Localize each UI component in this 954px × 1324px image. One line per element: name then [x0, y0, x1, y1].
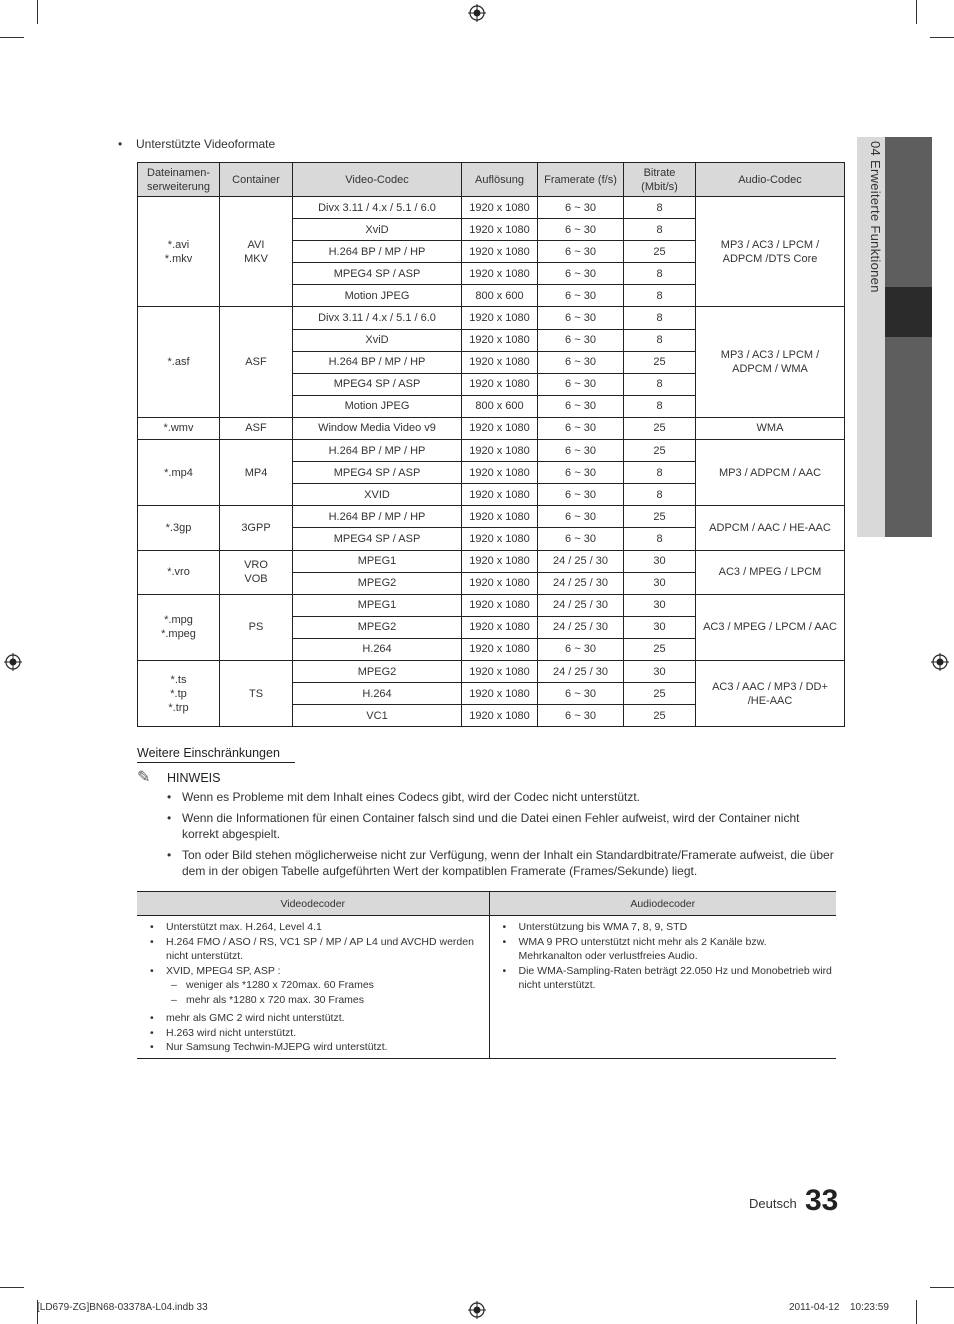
video-codec-cell: MPEG1	[293, 594, 462, 616]
container-cell: 3GPP	[220, 506, 293, 550]
decoder-list-item: • XVID, MPEG4 SP, ASP :	[141, 964, 485, 979]
audio-codec-cell: MP3 / ADPCM / AAC	[696, 440, 845, 506]
note-item: • Wenn die Informationen für einen Container falsch sind und die Datei einen Fehler aufweist, wird der Container nicht korrekt abgespielt.	[166, 810, 836, 842]
framerate-cell: 6 ~ 30	[538, 462, 624, 484]
resolution-cell: 1920 x 1080	[462, 263, 538, 285]
note-list	[166, 789, 836, 884]
bitrate-cell: 8	[624, 528, 696, 550]
framerate-cell: 24 / 25 / 30	[538, 660, 624, 682]
resolution-cell: 1920 x 1080	[462, 550, 538, 572]
resolution-cell: 1920 x 1080	[462, 417, 538, 439]
extension-cell: *.asf	[138, 307, 220, 417]
bitrate-cell: 8	[624, 285, 696, 307]
framerate-cell: 6 ~ 30	[538, 197, 624, 219]
framerate-cell: 6 ~ 30	[538, 263, 624, 285]
bitrate-cell: 25	[624, 683, 696, 705]
video-codec-cell: MPEG4 SP / ASP	[293, 462, 462, 484]
resolution-cell: 1920 x 1080	[462, 329, 538, 351]
video-codec-cell: VC1	[293, 705, 462, 727]
table-row	[138, 197, 845, 219]
table-header-cell: Auflösung	[462, 163, 538, 197]
extension-cell: *.mp4	[138, 440, 220, 506]
resolution-cell: 1920 x 1080	[462, 462, 538, 484]
video-codec-cell: H.264	[293, 683, 462, 705]
bitrate-cell: 8	[624, 395, 696, 417]
bitrate-cell: 30	[624, 550, 696, 572]
crop-mark	[37, 0, 38, 24]
resolution-cell: 800 x 600	[462, 395, 538, 417]
video-decoder-cell	[137, 916, 489, 1059]
bitrate-cell: 8	[624, 373, 696, 395]
resolution-cell: 1920 x 1080	[462, 572, 538, 594]
video-codec-cell: Window Media Video v9	[293, 417, 462, 439]
framerate-cell: 24 / 25 / 30	[538, 594, 624, 616]
video-codec-cell: XVID	[293, 484, 462, 506]
decoder-list-item: • Nur Samsung Techwin-MJEPG wird unterstützt.	[141, 1040, 485, 1055]
resolution-cell: 1920 x 1080	[462, 484, 538, 506]
table-header-cell: Framerate (f/s)	[538, 163, 624, 197]
video-codec-cell: H.264 BP / MP / HP	[293, 506, 462, 528]
extension-cell: *.avi *.mkv	[138, 197, 220, 307]
video-codec-cell: H.264	[293, 638, 462, 660]
decoder-list-item: • H.264 FMO / ASO / RS, VC1 SP / MP / AP L4 und AVCHD werden nicht unterstützt.	[141, 935, 485, 964]
table-row	[138, 660, 845, 682]
resolution-cell: 1920 x 1080	[462, 307, 538, 329]
print-info-date: 2011-04-12 10:23:59	[789, 1302, 889, 1313]
bitrate-cell: 8	[624, 197, 696, 219]
framerate-cell: 6 ~ 30	[538, 351, 624, 373]
table-row	[138, 550, 845, 572]
audio-decoder-list	[494, 920, 833, 993]
video-codec-cell: Divx 3.11 / 4.x / 5.1 / 6.0	[293, 197, 462, 219]
video-codec-cell: MPEG2	[293, 660, 462, 682]
resolution-cell: 1920 x 1080	[462, 528, 538, 550]
resolution-cell: 1920 x 1080	[462, 660, 538, 682]
container-cell: ASF	[220, 307, 293, 417]
resolution-cell: 1920 x 1080	[462, 705, 538, 727]
pencil-note-icon: ✎	[137, 769, 151, 786]
resolution-cell: 1920 x 1080	[462, 197, 538, 219]
extension-cell: *.wmv	[138, 417, 220, 439]
bitrate-cell: 25	[624, 638, 696, 660]
audio-codec-cell: WMA	[696, 417, 845, 439]
audio-codec-cell: MP3 / AC3 / LPCM / ADPCM / WMA	[696, 307, 845, 417]
decoder-list-item: – mehr als *1280 x 720 max. 30 Frames	[141, 993, 485, 1008]
table-row	[138, 594, 845, 616]
framerate-cell: 6 ~ 30	[538, 683, 624, 705]
decoder-list-item: – weniger als *1280 x 720max. 60 Frames	[141, 978, 485, 993]
crop-mark	[0, 1287, 24, 1288]
bitrate-cell: 8	[624, 263, 696, 285]
chapter-tab	[857, 137, 932, 537]
resolution-cell: 1920 x 1080	[462, 373, 538, 395]
bitrate-cell: 25	[624, 506, 696, 528]
video-codec-cell: H.264 BP / MP / HP	[293, 440, 462, 462]
decoder-list-item: • Unterstützung bis WMA 7, 8, 9, STD	[494, 920, 833, 935]
resolution-cell: 1920 x 1080	[462, 219, 538, 241]
video-decoder-list	[141, 920, 485, 1055]
note-label: HINWEIS	[167, 771, 221, 785]
framerate-cell: 6 ~ 30	[538, 506, 624, 528]
container-cell: TS	[220, 660, 293, 726]
print-info-file: [LD679-ZG]BN68-03378A-L04.indb 33	[37, 1302, 208, 1313]
chapter-tab-dark	[885, 137, 932, 537]
resolution-cell: 800 x 600	[462, 285, 538, 307]
bitrate-cell: 30	[624, 594, 696, 616]
framerate-cell: 6 ~ 30	[538, 395, 624, 417]
framerate-cell: 6 ~ 30	[538, 307, 624, 329]
framerate-cell: 24 / 25 / 30	[538, 616, 624, 638]
framerate-cell: 24 / 25 / 30	[538, 550, 624, 572]
section-title-text: Unterstützte Videoformate	[136, 137, 276, 151]
footer-language: Deutsch	[749, 1196, 797, 1211]
bitrate-cell: 30	[624, 660, 696, 682]
decoder-list-item: • Unterstützt max. H.264, Level 4.1	[141, 920, 485, 935]
resolution-cell: 1920 x 1080	[462, 440, 538, 462]
crop-mark	[916, 0, 917, 24]
section-title	[118, 137, 275, 151]
note-heading	[137, 767, 220, 787]
bullet-icon: •	[118, 137, 123, 151]
video-codec-cell: Divx 3.11 / 4.x / 5.1 / 6.0	[293, 307, 462, 329]
bitrate-cell: 25	[624, 440, 696, 462]
framerate-cell: 6 ~ 30	[538, 329, 624, 351]
video-formats-table	[137, 162, 845, 727]
video-codec-cell: MPEG2	[293, 572, 462, 594]
video-codec-cell: Motion JPEG	[293, 285, 462, 307]
bitrate-cell: 8	[624, 329, 696, 351]
container-cell: ASF	[220, 417, 293, 439]
table-header-cell: Container	[220, 163, 293, 197]
registration-mark-icon	[468, 1301, 486, 1319]
resolution-cell: 1920 x 1080	[462, 594, 538, 616]
table-row	[138, 417, 845, 439]
decoder-header-row	[137, 892, 836, 916]
decoder-list-item: • WMA 9 PRO unterstützt nicht mehr als 2 Kanäle bzw. Mehrkanalton oder verlustfreies Audio.	[494, 935, 833, 964]
framerate-cell: 6 ~ 30	[538, 528, 624, 550]
note-item: • Ton oder Bild stehen möglicherweise nicht zur Verfügung, wenn der Inhalt ein Standardbitrate/Framerate aufweist, die über dem in der obigen Tabelle aufgeführten Wert der kompatiblen Framerate (Frames/Sekunde) liegt.	[166, 847, 836, 879]
container-cell: VRO VOB	[220, 550, 293, 594]
extension-cell: *.3gp	[138, 506, 220, 550]
chapter-tab-marker	[885, 287, 932, 337]
audio-codec-cell: AC3 / MPEG / LPCM / AAC	[696, 594, 845, 660]
audio-codec-cell: MP3 / AC3 / LPCM / ADPCM /DTS Core	[696, 197, 845, 307]
resolution-cell: 1920 x 1080	[462, 506, 538, 528]
video-codec-cell: H.264 BP / MP / HP	[293, 351, 462, 373]
bitrate-cell: 25	[624, 351, 696, 373]
table-header-row	[138, 163, 845, 197]
bitrate-cell: 25	[624, 705, 696, 727]
bitrate-cell: 30	[624, 572, 696, 594]
decoder-table	[137, 891, 836, 1059]
extension-cell: *.mpg *.mpeg	[138, 594, 220, 660]
video-codec-cell: MPEG4 SP / ASP	[293, 373, 462, 395]
video-codec-cell: XviD	[293, 219, 462, 241]
extension-cell: *.ts *.tp *.trp	[138, 660, 220, 726]
crop-mark	[930, 1287, 954, 1288]
chapter-tab-label: 04 Erweiterte Funktionen	[868, 141, 883, 293]
video-codec-cell: MPEG4 SP / ASP	[293, 263, 462, 285]
table-row	[138, 506, 845, 528]
table-row	[138, 307, 845, 329]
video-codec-cell: MPEG2	[293, 616, 462, 638]
audio-decoder-header: Audiodecoder	[489, 892, 836, 916]
page-number: 33	[805, 1184, 839, 1217]
registration-mark-icon	[4, 653, 22, 671]
crop-mark	[0, 37, 24, 38]
resolution-cell: 1920 x 1080	[462, 351, 538, 373]
registration-mark-icon	[931, 653, 949, 671]
container-cell: AVI MKV	[220, 197, 293, 307]
decoder-list-item: • mehr als GMC 2 wird nicht unterstützt.	[141, 1011, 485, 1026]
audio-codec-cell: AC3 / MPEG / LPCM	[696, 550, 845, 594]
video-codec-cell: H.264 BP / MP / HP	[293, 241, 462, 263]
framerate-cell: 6 ~ 30	[538, 285, 624, 307]
extension-cell: *.vro	[138, 550, 220, 594]
table-header-cell: Dateinamen- serweiterung	[138, 163, 220, 197]
framerate-cell: 6 ~ 30	[538, 638, 624, 660]
bitrate-cell: 8	[624, 462, 696, 484]
table-row	[138, 440, 845, 462]
video-codec-cell: MPEG1	[293, 550, 462, 572]
framerate-cell: 6 ~ 30	[538, 219, 624, 241]
note-item: • Wenn es Probleme mit dem Inhalt eines Codecs gibt, wird der Codec nicht unterstützt.	[166, 789, 836, 805]
framerate-cell: 6 ~ 30	[538, 484, 624, 506]
table-header-cell: Video-Codec	[293, 163, 462, 197]
container-cell: PS	[220, 594, 293, 660]
resolution-cell: 1920 x 1080	[462, 683, 538, 705]
video-codec-cell: Motion JPEG	[293, 395, 462, 417]
video-decoder-header: Videodecoder	[137, 892, 489, 916]
bitrate-cell: 8	[624, 307, 696, 329]
bitrate-cell: 25	[624, 417, 696, 439]
framerate-cell: 24 / 25 / 30	[538, 572, 624, 594]
crop-mark	[930, 37, 954, 38]
table-header-cell: Audio-Codec	[696, 163, 845, 197]
registration-mark-icon	[468, 4, 486, 22]
bitrate-cell: 30	[624, 616, 696, 638]
container-cell: MP4	[220, 440, 293, 506]
decoder-list-item: • H.263 wird nicht unterstützt.	[141, 1026, 485, 1041]
video-codec-cell: MPEG4 SP / ASP	[293, 528, 462, 550]
framerate-cell: 6 ~ 30	[538, 241, 624, 263]
framerate-cell: 6 ~ 30	[538, 705, 624, 727]
audio-codec-cell: AC3 / AAC / MP3 / DD+ /HE-AAC	[696, 660, 845, 726]
resolution-cell: 1920 x 1080	[462, 241, 538, 263]
audio-decoder-cell	[489, 916, 836, 1059]
bitrate-cell: 8	[624, 484, 696, 506]
crop-mark	[916, 1300, 917, 1324]
resolution-cell: 1920 x 1080	[462, 616, 538, 638]
framerate-cell: 6 ~ 30	[538, 417, 624, 439]
decoder-body-row	[137, 916, 836, 1059]
restrictions-heading: Weitere Einschränkungen	[137, 746, 295, 763]
audio-codec-cell: ADPCM / AAC / HE-AAC	[696, 506, 845, 550]
framerate-cell: 6 ~ 30	[538, 440, 624, 462]
framerate-cell: 6 ~ 30	[538, 373, 624, 395]
bitrate-cell: 8	[624, 219, 696, 241]
decoder-list-item: • Die WMA-Sampling-Raten beträgt 22.050 Hz und Monobetrieb wird nicht unterstützt.	[494, 964, 833, 993]
resolution-cell: 1920 x 1080	[462, 638, 538, 660]
bitrate-cell: 25	[624, 241, 696, 263]
table-header-cell: Bitrate (Mbit/s)	[624, 163, 696, 197]
video-codec-cell: XviD	[293, 329, 462, 351]
